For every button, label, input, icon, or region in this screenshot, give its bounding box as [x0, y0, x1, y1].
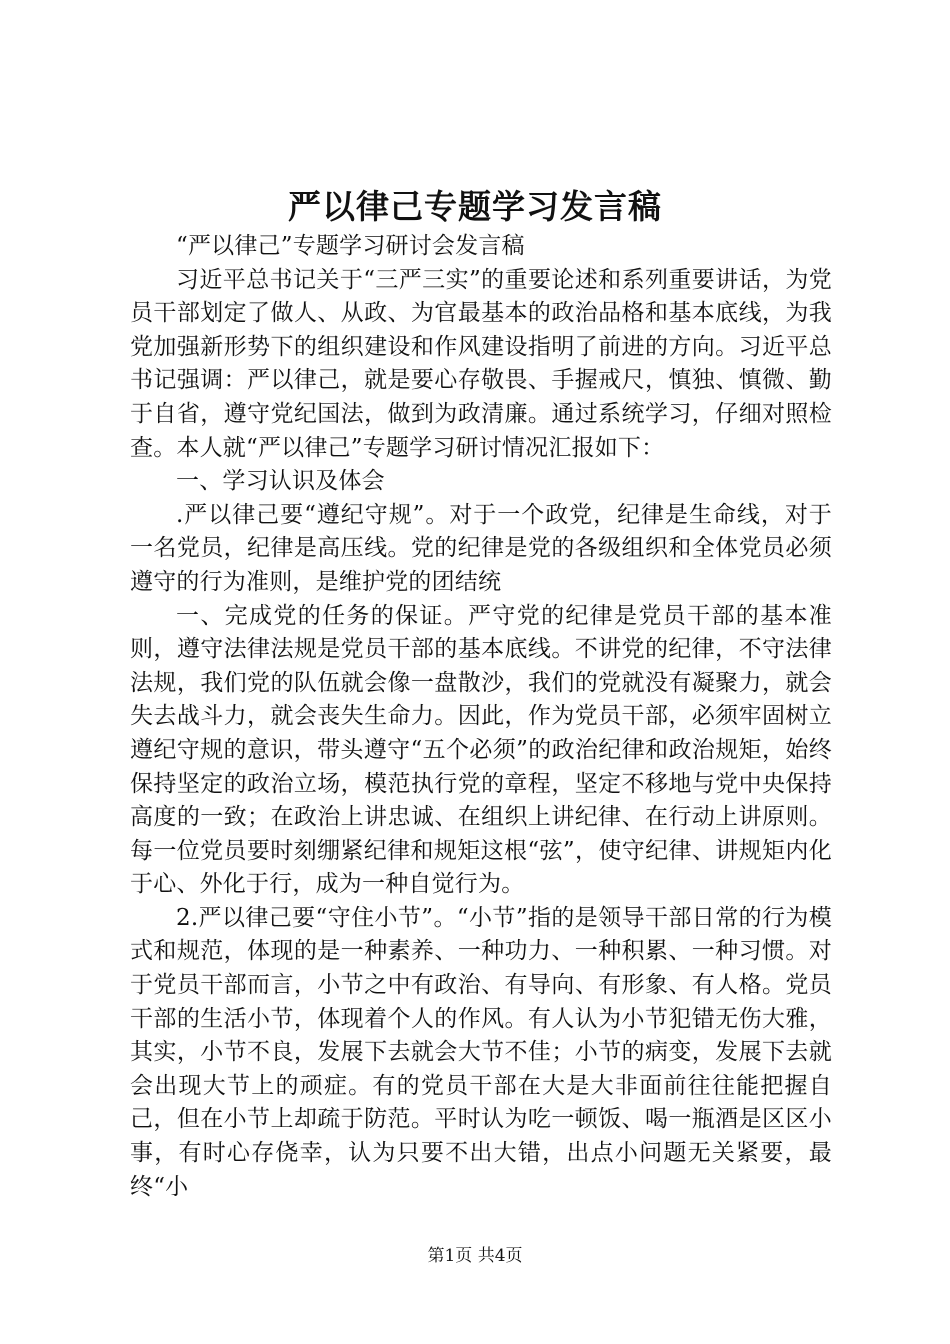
body-paragraph: .严以律己要“遵纪守规”。对于一个政党，纪律是生命线，对于一名党员，纪律是高压线。党的纪律是党的各级组织和全体党员必须遵守的行为准则，是维护党的团结统: [130, 501, 832, 595]
subtitle-paragraph: “严以律己”专题学习研讨会发言稿: [176, 233, 525, 259]
page-footer: 第1页 共4页: [427, 1246, 523, 1266]
body-paragraph: 一、完成党的任务的保证。严守党的纪律是党员干部的基本准则，遵守法律法规是党员干部的基本底线。不讲党的纪律，不守法律法规，我们党的队伍就会像一盘散沙，我们的党就没有凝聚力，就会失去战斗力，就会丧失生命力。因此，作为党员干部，必须牢固树立遵纪守规的意识，带头遵守“五个必须”的政治纪律和政治规矩，始终保持坚定的政治立场，模范执行党的章程，坚定不移地与党中央保持高度的一致；在政治上讲忠诚、在组织上讲纪律、在行动上讲原则。每一位党员要时刻绷紧纪律和规矩这根“弦”，使守纪律、讲规矩内化于心、外化于行，成为一种自觉行为。: [130, 602, 832, 898]
document-title: 严以律己专题学习发言稿: [288, 187, 662, 226]
body-paragraph: 2.严以律己要“守住小节”。“小节”指的是领导干部日常的行为模式和规范，体现的是一种素养、一种功力、一种积累、一种习惯。对于党员干部而言，小节之中有政治、有导向、有形象、有人格。党员干部的生活小节，体现着个人的作风。有人认为小节犯错无伤大雅，其实，小节不良，发展下去就会大节不佳；小节的病变，发展下去就会出现大节上的顽症。有的党员干部在大是大非面前往往能把握自己，但在小节上却疏于防范。平时认为吃一顿饭、喝一瓶酒是区区小事，有时心存侥幸，认为只要不出大错，出点小问题无关紧要，最终“小: [130, 904, 832, 1200]
intro-paragraph: 习近平总书记关于“三严三实”的重要论述和系列重要讲话，为党员干部划定了做人、从政、为官最基本的政治品格和基本底线，为我党加强新形势下的组织建设和作风建设指明了前进的方向。习近平总书记强调：严以律己，就是要心存敬畏、手握戒尺，慎独、慎微、勤于自省，遵守党纪国法，做到为政清廉。通过系统学习，仔细对照检查。本人就“严以律己”专题学习研讨情况汇报如下：: [130, 266, 832, 461]
section-heading: 一、学习认识及体会: [176, 468, 385, 495]
document-body: [130, 230, 832, 1204]
